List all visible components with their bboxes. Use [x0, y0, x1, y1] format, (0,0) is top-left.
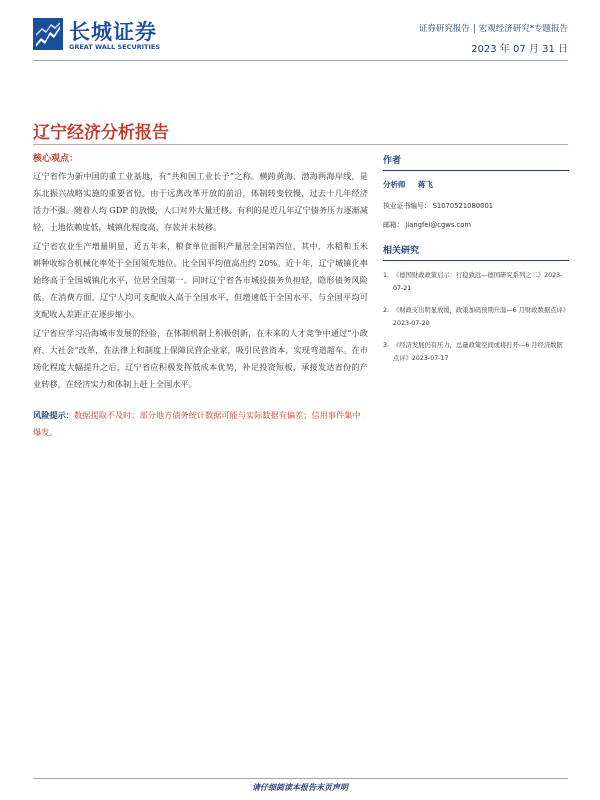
brand-logo — [33, 16, 163, 56]
footer-disclaimer: 请仔细阅读本报告末页声明 — [252, 783, 348, 792]
related-research-title: 《经济发展仍有压力，总量政策空间或将打开—6 月经济数据点评》2023-07-17 — [393, 342, 563, 362]
summary-section — [33, 151, 368, 441]
certificate-label: 执业证书编号： — [383, 202, 431, 210]
report-date: 2023 年 07 月 31 日 — [471, 44, 568, 55]
summary-heading: 核心观点： — [33, 154, 79, 164]
footer-divider — [33, 778, 568, 779]
email-row — [383, 219, 569, 229]
risk-label: 风险提示： — [33, 410, 74, 420]
risk-warning — [33, 407, 368, 441]
great-wall-logo-icon — [33, 18, 63, 50]
report-meta — [419, 22, 568, 55]
summary-paragraph-1: 辽宁省作为新中国的重工业基地，有“共和国工业长子”之称。横跨黄海、渤海两海岸线，是东北振兴战略实施的重要省份。由于远离改革开放的前沿，体制转变较慢，过去十几年经济活力不强。随着人均 GDP 的放慢，人口对外大量迁移。有利的是近几年辽宁债务压力逐渐减轻，土地依赖度低，城镇化程度高，存款并未转移。 — [33, 171, 368, 232]
report-series: 宏观经济研究*专题报告 — [478, 24, 568, 34]
analyst-row — [383, 179, 569, 190]
related-research-item[interactable] — [383, 304, 569, 330]
email-label: 邮箱： — [383, 221, 404, 229]
summary-paragraph-2: 辽宁省农业生产增量明显，近五年来，粮食单位面积产量居全国第四位，其中，水稻和玉米耕种收综合机械化率处于全国领先地位。比全国平均值高出约 20%。近十年，辽宁城镇化率始终高于全国城镇化水平，位居全国第一。同时辽宁省各市城投债务负担轻，隐形债务风险低。在消费方面，辽宁人均可支配收入高于全国水平，但增速低于全国水平，与全国平均可支配收入差距正在逐步缩小。 — [33, 241, 368, 319]
analyst-name: 蒋飞 — [417, 180, 433, 189]
related-research-number: 2. — [383, 307, 390, 314]
related-research-number: 3. — [383, 342, 390, 349]
page-title: 辽宁经济分析报告 — [33, 123, 169, 143]
related-research-item[interactable] — [383, 269, 569, 295]
risk-text: 数据提取不及时；部分地方债务统计数据可能与实际数据有偏差；信用事件集中爆发。 — [33, 410, 361, 437]
summary-paragraph-3: 辽宁省应学习沿海城市发展的经验，在体制机制上积极创新，在未来的人才竞争中通过“小政府、大社会”改革，在法律上和制度上保障民营企业家，吸引民营资本，实现弯道超车。在市场化程度大幅提升之后，辽宁省应积极发挥低成本优势，补足投资短板，承接发达省份的产业转移，在经济实力和体制上赶上全国水平。 — [33, 328, 368, 389]
brand-name: 长城证券 — [69, 20, 157, 44]
analyst-role: 分析师 — [383, 180, 406, 189]
related-research-heading: 相关研究 — [383, 241, 569, 261]
related-research-title: 《财政支出明显放缓，政策加码预期升温—6 月财政数据点评》2023-07-20 — [393, 307, 566, 327]
related-research-list — [383, 269, 569, 365]
header-divider — [33, 60, 568, 61]
title-divider — [33, 144, 568, 145]
report-type: 证券研究报告 — [418, 24, 470, 34]
related-research-title: 《德国财政政策启示：行稳致远—德国研究系列之二》2023-07-21 — [393, 272, 563, 292]
related-research-number: 1. — [383, 272, 390, 279]
certificate-number: S1070521080001 — [432, 202, 494, 210]
sidebar — [383, 151, 569, 374]
related-research-item[interactable] — [383, 339, 569, 365]
email-link[interactable]: jiangfei@cgws.com — [405, 221, 472, 229]
author-heading: 作者 — [383, 151, 569, 171]
header-separator: | — [472, 24, 476, 34]
brand-name-english: GREAT WALL SECURITIES — [69, 43, 161, 51]
certificate-row — [383, 200, 569, 210]
